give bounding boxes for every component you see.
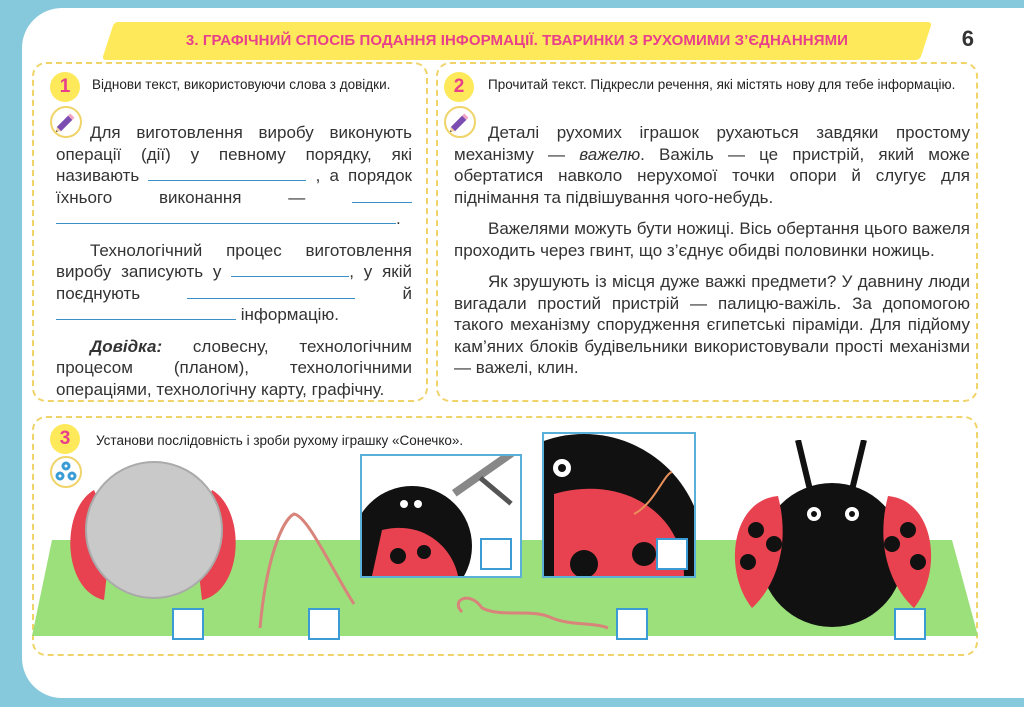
answer-blank-1[interactable] — [148, 166, 306, 181]
task-1-sentence-2b: , у якій поєднують — [56, 262, 413, 303]
hint-text: словесну, технологічним процесом (планом), технологічними операціями, технологічну карту, графічну. — [56, 336, 412, 399]
page-title: 3. ГРАФІЧНИЙ СПОСІБ ПОДАННЯ ІНФОРМАЦІЇ. ТВАРИНКИ З РУХОМИМИ З’ЄДНАННЯМИ — [185, 32, 849, 49]
task-2-number: 2 — [444, 72, 474, 102]
task-2-text — [454, 122, 970, 389]
task-2-panel — [436, 62, 978, 402]
task-1-sentence-1b: , а порядок їхнього виконання — — [56, 166, 412, 207]
order-box-4[interactable] — [616, 608, 648, 640]
task-1-sentence-2a: Технологічний процес виготовлення виробу записують у — [56, 240, 412, 281]
task-2-p1a: Деталі рухомих іграшок рухаються завдяки простому механізму — — [454, 123, 970, 164]
order-box-2[interactable] — [308, 608, 340, 640]
order-box-5[interactable] — [656, 538, 688, 570]
task-2-p1b: . Важіль — це пристрій, який може обертатися навколо нерухомої точки опори й слугує для піднімання та підвішування чого-небудь. — [454, 144, 970, 207]
answer-blank-3[interactable] — [56, 209, 396, 224]
task-1-sentence-2c: й — [402, 283, 412, 303]
step-1-cardboard-circle — [70, 462, 235, 600]
task-2-p2: Важелями можуть бути ножиці. Вісь обертання цього важеля проходить через гвинт, що з’єднує обидві половинки ножиць. — [454, 219, 970, 260]
hint-label: Довідка: — [90, 336, 163, 356]
task-1-sentence-1a: Для виготовлення виробу виконують операції (дії) у певному порядку, які називають — [56, 123, 412, 185]
answer-blank-2[interactable] — [352, 188, 412, 203]
task-1-sentence-2d: інформацію. — [240, 305, 339, 324]
answer-blank-5[interactable] — [187, 284, 355, 299]
task-1-text — [56, 122, 412, 410]
task-1-number: 1 — [50, 72, 80, 102]
task-1-instruction: Віднови текст, використовуючи слова з довідки. — [92, 77, 391, 92]
task-2-instruction: Прочитай текст. Підкресли речення, які містять нову для тебе інформацію. — [488, 77, 956, 92]
task-1-panel — [32, 62, 428, 402]
order-box-1[interactable] — [172, 608, 204, 640]
answer-blank-6[interactable] — [56, 305, 236, 320]
task-2-p3: Як зрушують із місця дуже важкі предмети? У давнину люди вигадали простий пристрій — палицю-важіль. За допомогою такого механізму спорудження єгипетські піраміди. Для підйому кам’яних блоків будівельники використовували прості механізми — важелі, клин. — [454, 272, 970, 377]
task-3-number: 3 — [50, 424, 80, 454]
order-box-3[interactable] — [480, 538, 512, 570]
order-box-6[interactable] — [894, 608, 926, 640]
answer-blank-4[interactable] — [231, 262, 349, 277]
task-1-sentence-1-end: . — [396, 209, 401, 228]
page-number: 6 — [961, 26, 974, 51]
task-3-instruction: Установи послідовність і зроби рухому іграшку «Сонечко». — [96, 433, 464, 448]
task-2-term: важелю — [579, 144, 641, 164]
